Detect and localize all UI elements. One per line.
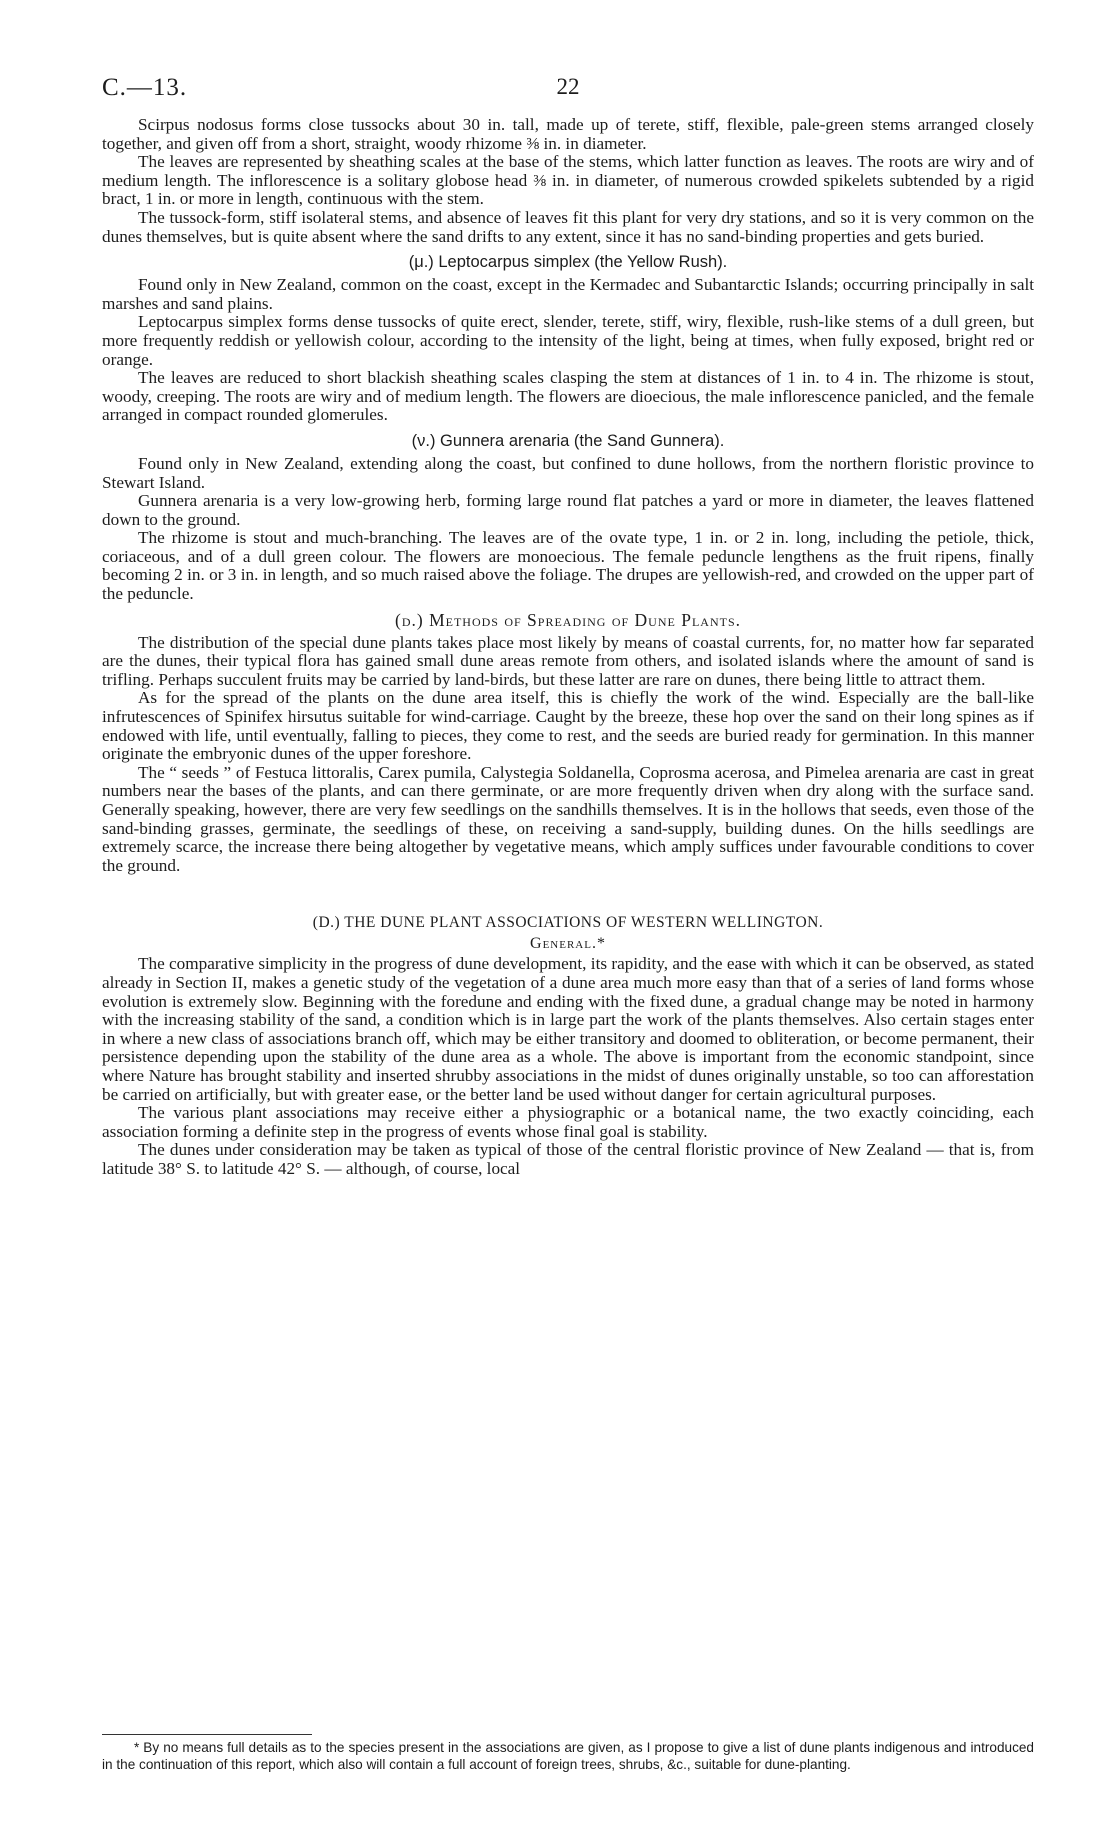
page-body [102, 116, 1034, 1179]
paragraph: The various plant associations may receive either a physiographic or a botanical name, the two exactly coinciding, each association forming a definite step in the progress of events whose final goal is stability. [102, 1103, 1034, 1141]
paragraph: The distribution of the special dune plants takes place most likely by means of coastal currents, for, no matter how far separated are the dunes, their typical flora has gained small dune areas remote from others, and isolated islands where the amount of sand is trifling. Perhaps succulent fruits may be carried by land-birds, but these latter are rare on dunes, there being little to attract them. [102, 632, 1034, 689]
species-heading-leptocarpus: (μ.) Leptocarpus simplex (the Yellow Rush). [408, 253, 728, 272]
paragraph: The dunes under consideration may be taken as typical of those of the central floristic province of New Zealand — that is, from latitude 38° S. to latitude 42° S. — although, of course, local [102, 1140, 1034, 1178]
paragraph: The comparative simplicity in the progress of dune development, its rapidity, and the ease with which it can be observed, as stated already in Section II, makes a genetic study of the vegetation of a dune area much more easy than that of a series of land forms whose evolution is extremely slow. Beginning with the foredune and ending with the fixed dune, a gradual change may be noted in harmony with the increasing stability of the sand, a condition which is in large part the work of the plants themselves. Also certain stages enter in where a new class of associations branch off, which may be either transitory and doomed to obliteration, or become permanent, their persistence depending upon the stability of the dune area as a whole. The above is important from the economic standpoint, since where Nature has brought stability and inserted shrubby associations in the midst of dunes originally unstable, so too can afforestation be carried on artificially, but with greater ease, or the better land be used without danger for certain agricultural purposes. [102, 954, 1034, 1104]
paragraph: The tussock-form, stiff isolateral stems, and absence of leaves fit this plant for very dry stations, and so it is very common on the dunes themselves, but is quite absent where the sand drifts to any extent, since it has no sand-binding properties and gets buried. [102, 207, 1034, 246]
paragraph: Gunnera arenaria is a very low-growing herb, forming large round flat patches a yard or more in diameter, the leaves flattened down to the ground. [102, 491, 1034, 529]
paragraph: The leaves are represented by sheathing scales at the base of the stems, which latter function as leaves. The roots are wiry and of medium length. The inflorescence is a solitary globose head ⅜ in. in diameter, of numerous crowded spikelets subtended by a rigid bract, 1 in. or more in length, continuous with the stem. [102, 152, 1034, 209]
section-heading: (D.) THE DUNE PLANT ASSOCIATIONS OF WESTERN WELLINGTON. [312, 914, 824, 932]
footnote-rule [102, 1734, 312, 1735]
document-reference: C.—13. [102, 74, 188, 101]
footnote: * By no means full details as to the species present in the associations are given, as I propose to give a list of dune plants indigenous and introduced in the continuation of this report, which also will contain a full account of foreign trees, shrubs, &c., suitable for dune-planting. [102, 1740, 1034, 1772]
paragraph: The rhizome is stout and much-branching. The leaves are of the ovate type, 1 in. or 2 in. long, including the petiole, thick, coriaceous, and of a dull green colour. The flowers are monoecious. The female peduncle lengthens as the fruit ripens, finally becoming 2 in. or 3 in. in length, and so much raised above the foliage. The drupes are yellowish-red, and crowded on the upper part of the peduncle. [102, 528, 1034, 604]
paragraph: Found only in New Zealand, extending along the coast, but confined to dune hollows, from the northern floristic province to Stewart Island. [102, 453, 1034, 492]
page-number: 22 [556, 74, 580, 99]
methods-heading: (d.) Methods of Spreading of Dune Plants. [395, 609, 741, 630]
paragraph: Scirpus nodosus forms close tussocks about 30 in. tall, made up of terete, stiff, flexible, pale-green stems arranged closely together, and given off from a short, straight, woody rhizome ⅜ in. in diameter. [102, 115, 1034, 153]
paragraph: As for the spread of the plants on the dune area itself, this is chiefly the work of the wind. Especially are the ball-like infrutescences of Spinifex hirsutus suitable for wind-carriage. Caught by the breeze, these hop over the sand on their long spines as if endowed with life, until eventually, falling to pieces, they come to rest, and the seeds are buried ready for germination. In this manner originate the embryonic dunes of the upper foreshore. [102, 688, 1034, 764]
paragraph: The leaves are reduced to short blackish sheathing scales clasping the stem at distances of 1 in. to 4 in. The rhizome is stout, woody, creeping. The roots are wiry and of medium length. The flowers are dioecious, the male inflorescence panicled, and the female arranged in compact rounded glomerules. [102, 368, 1034, 425]
section-subheading: General.* [530, 935, 606, 953]
page-header [102, 74, 1034, 104]
paragraph: The “ seeds ” of Festuca littoralis, Carex pumila, Calystegia Soldanella, Coprosma acerosa, and Pimelea arenaria are cast in great numbers near the bases of the plants, and can there germinate, or are more frequently driven when dry along with the surface sand. Generally speaking, however, there are very few seedlings on the sandhills themselves. It is in the hollows that seeds, even those of the sand-binding grasses, germinate, the seedlings of these, on receiving a sand-supply, building dunes. On the hills seedlings are extremely scarce, the increase there being altogether by vegetative means, which amply suffices under favourable conditions to cover the ground. [102, 762, 1034, 875]
paragraph: Leptocarpus simplex forms dense tussocks of quite erect, slender, terete, stiff, wiry, flexible, rush-like stems of a dull green, but more frequently reddish or yellowish colour, according to the intensity of the light, being at times, when fully exposed, bright red or orange. [102, 312, 1034, 369]
species-heading-gunnera: (ν.) Gunnera arenaria (the Sand Gunnera). [411, 431, 725, 450]
paragraph: Found only in New Zealand, common on the coast, except in the Kermadec and Subantarctic Islands; occurring principally in salt marshes and sand plains. [102, 275, 1034, 313]
